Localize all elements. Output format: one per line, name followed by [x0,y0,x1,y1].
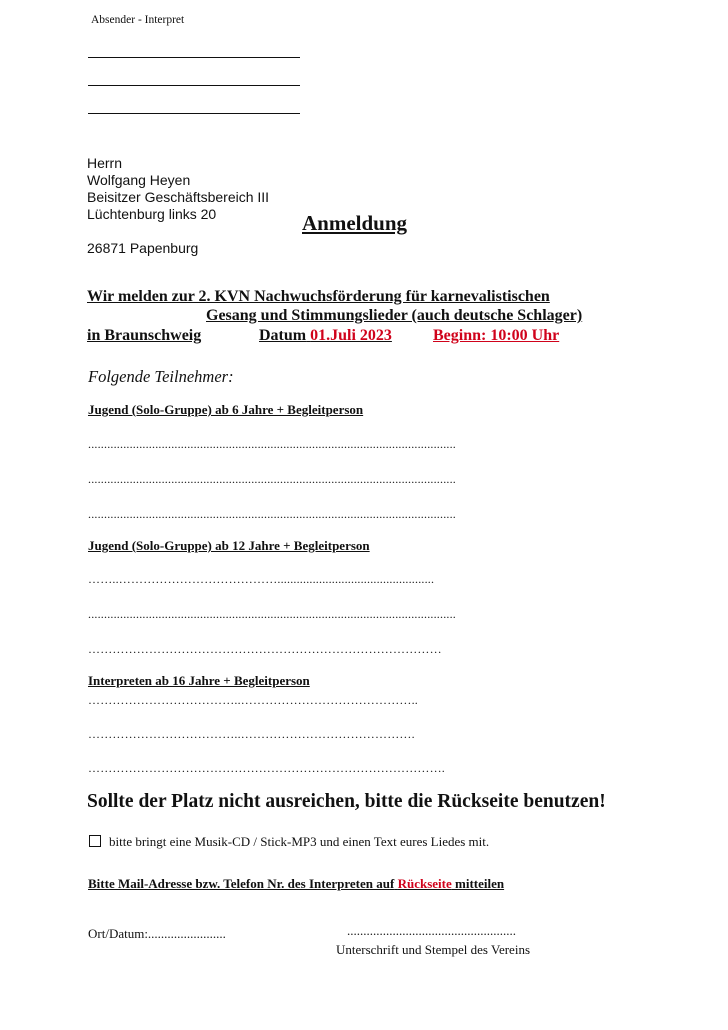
date-value: 01.Juli 2023 [310,327,392,344]
address-city: 26871 Papenburg [87,240,199,256]
address-line: Herrn [87,155,123,171]
date-label: Datum [259,327,307,344]
intro-date [259,327,392,345]
entry-line[interactable]: …………………………………………………………………………… [88,642,442,656]
sender-label: Absender - Interpret [91,14,185,26]
checkbox-text: bitte bringt eine Musik-CD / Stick-MP3 und einen Text eures Liedes mit. [109,834,490,849]
entry-line[interactable]: ………………………………..……………………………………. [88,727,415,741]
signature-dots[interactable]: .................................................... [347,923,516,938]
start-time: Beginn: 10:00 Uhr [433,327,560,344]
sender-line-3 [88,113,300,114]
sender-line-2 [88,85,300,86]
entry-line[interactable]: ................................................................................................................... [88,437,456,451]
mail-prefix: Bitte Mail-Adresse bzw. Telefon Nr. des Interpreten auf [88,876,395,891]
place-date-field[interactable]: Ort/Datum:........................ [88,926,226,941]
mail-instruction [88,876,504,892]
intro-line-2: Gesang und Stimmungslieder (auch deutsche Schlager) [206,307,583,324]
entry-line[interactable]: ................................................................................................................... [88,472,456,486]
entry-line[interactable]: ……………………………………………………………………………. [88,761,445,775]
address-line: Wolfgang Heyen [87,172,191,188]
intro-line-1: Wir melden zur 2. KVN Nachwuchsförderung für karnevalistischen [87,288,550,305]
mail-highlight: Rückseite [397,876,452,891]
section-heading-youth-12: Jugend (Solo-Gruppe) ab 12 Jahre + Begleitperson [88,538,370,553]
entry-line[interactable]: ................................................................................................................... [88,507,456,521]
section-heading-performers-16: Interpreten ab 16 Jahre + Begleitperson [88,673,310,688]
entry-line[interactable]: ………………………………..…………………………………….. [88,693,418,707]
mail-suffix: mitteilen [455,876,505,891]
recipient-address [87,155,269,223]
signature-label: Unterschrift und Stempel des Vereins [336,942,530,957]
participants-heading: Folgende Teilnehmer: [88,367,234,386]
address-line: Lüchtenburg links 20 [87,206,217,222]
address-line: Beisitzer Geschäftsbereich III [87,189,270,205]
document-title: Anmeldung [302,211,408,235]
overflow-notice: Sollte der Platz nicht ausreichen, bitte die Rückseite benutzen! [87,791,606,812]
entry-line[interactable]: ……..…………………………………................................................. [88,572,435,586]
section-heading-youth-6: Jugend (Solo-Gruppe) ab 6 Jahre + Begleitperson [88,402,364,417]
intro-location: in Braunschweig [87,327,202,344]
sender-line-1 [88,57,300,58]
entry-line[interactable]: ................................................................................................................... [88,607,456,621]
checkbox-icon[interactable] [89,835,101,847]
